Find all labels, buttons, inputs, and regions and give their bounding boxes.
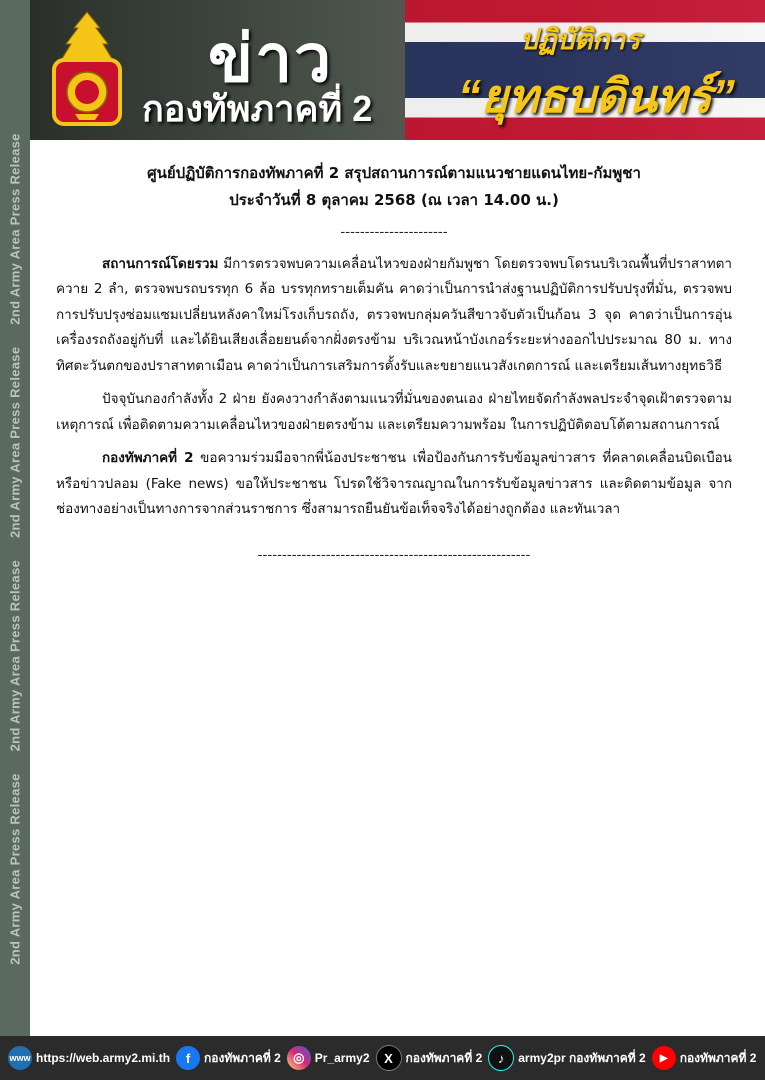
operation-label: ปฏิบัติการ (520, 24, 641, 55)
paragraph-text: ปัจจุบันกองกำลังทั้ง 2 ฝ่าย ยังคงวางกำลังตามแนวที่มั่นของตนเอง ฝ่ายไทยจัดกำลังพลประจำจุดเฝ้าตรวจตามเหตุการณ์ เพื่อติดตามความเคลื่อนไหวของฝ่ายตรงข้าม และเตรียมความพร้อม ในการปฏิบัติตอบโต้ตามสถานการณ์ (56, 391, 732, 433)
youtube-icon: ▶ (652, 1046, 676, 1070)
x-icon: X (376, 1045, 402, 1071)
side-band-text (8, 115, 23, 964)
news-title: ข่าว (208, 21, 334, 95)
operation-name: “ยุทธบดินทร์” (458, 70, 735, 122)
header-banner (30, 0, 765, 140)
footer-tiktok-link[interactable] (488, 1045, 645, 1071)
footer-youtube-label: กองทัพภาคที่ 2 (679, 1050, 757, 1065)
army-title: กองทัพภาคที่ 2 (142, 88, 373, 129)
side-band-label: 2nd Army Area Press Release (7, 559, 23, 752)
paragraph-public-request (56, 446, 732, 523)
facebook-icon: f (176, 1046, 200, 1070)
paragraph-lead: กองทัพภาคที่ 2 (102, 450, 194, 466)
paragraph-text: มีการตรวจพบความเคลื่อนไหวของฝ่ายกัมพูชา โดยตรวจพบโดรนบริเวณพื้นที่ปราสาทตาควาย 2 ลำ, ตรวจพบรถบรรทุก 6 ล้อ บรรทุกทรายเต็มคัน คาดว่าเป็นการนำส่งฐานปฏิบัติการปรับปรุงที่มั่น, ตรวจพบการปรับปรุงซ่อมแซมเปลี่ยนหลังคาใหม่โรงเก็บรถถัง, ตรวจพบกลุ่มควันสีขาวจับตัวเป็นก้อน 3 จุด คาดว่าเป็นการอุ่นเครื่องรถถังอยู่กับที่ และได้ยินเสียงเลื่อยยนต์จากฝั่งตรงข้าม บริเวณหน้าบังเกอร์ระยะห่างออกไปประมาณ 80 ม. ทางทิศตะวันตกของปราสาทตาเมือน คาดว่าเป็นการเสริมการตั้งรับและขยายแนวสังเกตการณ์ และเตรียมเส้นทางยุทธวิธี (56, 255, 732, 374)
paragraph-lead: สถานการณ์โดยรวม (102, 255, 219, 272)
side-band-label: 2nd Army Area Press Release (7, 133, 23, 325)
footer-facebook-label: กองทัพภาคที่ 2 (204, 1050, 281, 1065)
footer-instagram-link[interactable] (287, 1046, 370, 1070)
paragraph-overall-situation (56, 252, 732, 380)
side-band-label: 2nd Army Area Press Release (7, 346, 23, 539)
side-band (0, 0, 30, 1080)
long-divider: -------------------------------------------------------- (257, 546, 531, 563)
document-title-line2: ประจำวันที่ 8 ตุลาคม 2568 (ณ เวลา 14.00 น.) (229, 191, 559, 209)
document-body (56, 160, 732, 568)
footer-website-link[interactable] (8, 1046, 170, 1070)
footer-youtube-link[interactable] (652, 1046, 757, 1070)
www-globe-icon: www (8, 1046, 32, 1070)
footer-tiktok-label: army2pr กองทัพภาคที่ 2 (518, 1050, 646, 1065)
instagram-icon: ◎ (287, 1046, 311, 1070)
side-band-label: 2nd Army Area Press Release (7, 773, 23, 965)
tiktok-icon: ♪ (488, 1045, 514, 1071)
document-title-line1: ศูนย์ปฏิบัติการกองทัพภาคที่ 2 สรุปสถานการณ์ตามแนวชายแดนไทย-กัมพูชา (147, 164, 641, 182)
social-footer (0, 1036, 765, 1080)
short-divider: ---------------------- (340, 224, 448, 240)
footer-instagram-label: Pr_army2 (314, 1051, 370, 1065)
footer-x-link[interactable] (376, 1045, 483, 1071)
footer-facebook-link[interactable] (176, 1046, 281, 1070)
army-emblem-icon (48, 10, 126, 128)
footer-x-label: กองทัพภาคที่ 2 (405, 1050, 483, 1065)
paragraph-current-forces (56, 387, 732, 438)
footer-website-label: https://web.army2.mi.th (36, 1051, 171, 1065)
paragraph-text: ขอความร่วมมือจากพี่น้องประชาชน เพื่อป้องกันการรับข้อมูลข่าวสาร ที่คลาดเคลื่อนบิดเบือน หรือข่าวปลอม (Fake news) ขอให้ประชาชน โปรดใช้วิจารณญาณในการรับข้อมูลข่าวสาร และติดตามข้อมูล จากช่องทางอย่างเป็นทางการจากส่วนราชการ ซึ่งสามารถยืนยันข้อเท็จจริงได้อย่างถูกต้อง และทันเวลา (56, 450, 732, 517)
